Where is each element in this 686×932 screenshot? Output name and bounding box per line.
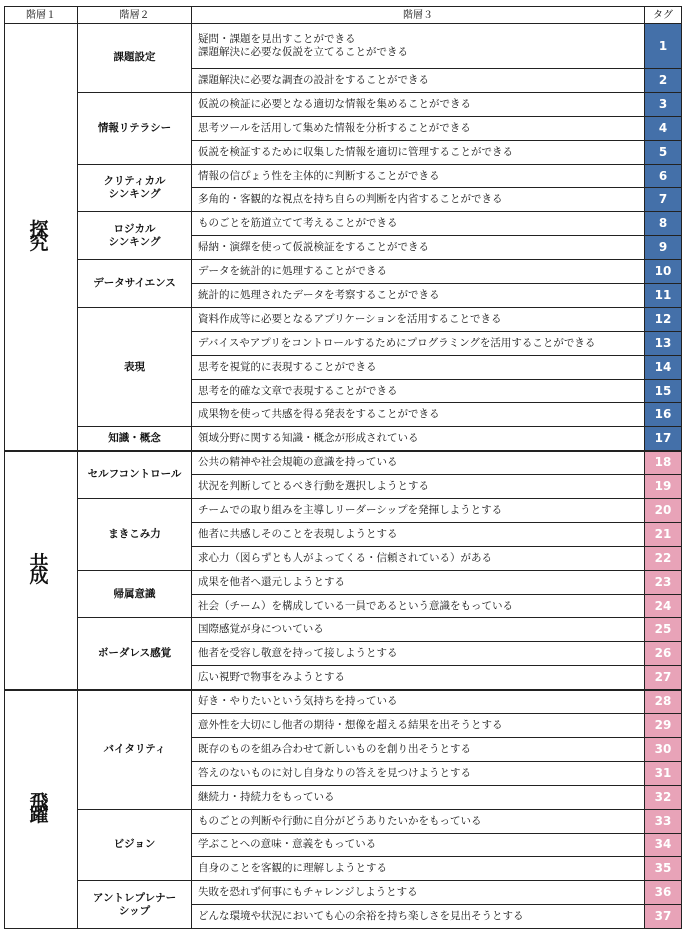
tag-number: 14 — [645, 355, 682, 379]
level3-item: 成果を他者へ還元しようとする — [192, 570, 645, 594]
table-row — [5, 451, 682, 475]
level3-item: 既存のものを組み合わせて新しいものを創り出そうとする — [192, 737, 645, 761]
tag-number: 17 — [645, 427, 682, 451]
header-row — [5, 7, 682, 24]
level1-category: 探 究 — [5, 24, 78, 451]
level3-item: 仮説を検証するために収集した情報を適切に管理することができる — [192, 140, 645, 164]
level3-item: 他者を受容し敬意を持って接しようとする — [192, 642, 645, 666]
tag-number: 24 — [645, 594, 682, 618]
table-row — [5, 690, 682, 714]
table-row — [5, 881, 682, 905]
tag-number: 30 — [645, 737, 682, 761]
level3-item: 求心力（図らずとも人がよってくる・信頼されている）がある — [192, 546, 645, 570]
level3-item: 思考を視覚的に表現することができる — [192, 355, 645, 379]
table-body — [5, 24, 682, 929]
level1-category: 共 成 — [5, 451, 78, 690]
level3-item: 他者に共感しそのことを表現しようとする — [192, 522, 645, 546]
tag-number: 23 — [645, 570, 682, 594]
level3-item: 失敗を恐れず何事にもチャレンジしようとする — [192, 881, 645, 905]
tag-number: 36 — [645, 881, 682, 905]
level1-category: 飛 躍 — [5, 690, 78, 929]
level3-item: データを統計的に処理することができる — [192, 260, 645, 284]
table-row — [5, 809, 682, 833]
table-row — [5, 427, 682, 451]
level3-item: 意外性を大切にし他者の期待・想像を超える結果を出そうとする — [192, 714, 645, 738]
level2-category: セルフコントロール — [78, 451, 192, 499]
level3-item: 多角的・客観的な視点を持ち自らの判断を内省することができる — [192, 188, 645, 212]
tag-number: 12 — [645, 307, 682, 331]
table-row — [5, 212, 682, 236]
tag-number: 10 — [645, 260, 682, 284]
tag-number: 8 — [645, 212, 682, 236]
tag-number: 27 — [645, 666, 682, 690]
tag-number: 3 — [645, 92, 682, 116]
tag-number: 2 — [645, 69, 682, 93]
table-row — [5, 260, 682, 284]
tag-number: 34 — [645, 833, 682, 857]
tag-number: 25 — [645, 618, 682, 642]
level3-item: 社会（チーム）を構成している一員であるという意識をもっている — [192, 594, 645, 618]
level3-item: ものごとを筋道立てて考えることができる — [192, 212, 645, 236]
level3-item: 思考を的確な文章で表現することができる — [192, 379, 645, 403]
level3-item: 資料作成等に必要となるアプリケーションを活用することできる — [192, 307, 645, 331]
tag-number: 22 — [645, 546, 682, 570]
tag-number: 15 — [645, 379, 682, 403]
level3-item: 広い視野で物事をみようとする — [192, 666, 645, 690]
level2-category: 帰属意識 — [78, 570, 192, 618]
tag-number: 37 — [645, 905, 682, 929]
tag-number: 1 — [645, 24, 682, 69]
level3-item: 好き・やりたいという気持ちを持っている — [192, 690, 645, 714]
level2-category: 表現 — [78, 307, 192, 426]
tag-number: 6 — [645, 164, 682, 188]
table-row — [5, 307, 682, 331]
header-level2: 階層２ — [78, 7, 192, 24]
competency-table-sheet — [4, 6, 682, 929]
level3-item: 疑問・課題を見出すことができる 課題解決に必要な仮説を立てることができる — [192, 24, 645, 69]
tag-number: 9 — [645, 236, 682, 260]
tag-number: 4 — [645, 116, 682, 140]
level3-item: 領域分野に関する知識・概念が形成されている — [192, 427, 645, 451]
tag-number: 19 — [645, 475, 682, 499]
level2-category: 知識・概念 — [78, 427, 192, 451]
competency-table — [4, 6, 682, 929]
level3-item: 状況を判断してとるべき行動を選択しようとする — [192, 475, 645, 499]
table-row — [5, 570, 682, 594]
tag-number: 5 — [645, 140, 682, 164]
level2-category: バイタリティ — [78, 690, 192, 809]
level2-category: 課題設定 — [78, 24, 192, 93]
table-row — [5, 24, 682, 69]
level2-category: クリティカル シンキング — [78, 164, 192, 212]
level3-item: 統計的に処理されたデータを考察することができる — [192, 284, 645, 308]
tag-number: 26 — [645, 642, 682, 666]
table-row — [5, 499, 682, 523]
tag-number: 18 — [645, 451, 682, 475]
tag-number: 33 — [645, 809, 682, 833]
tag-number: 31 — [645, 761, 682, 785]
level3-item: 仮説の検証に必要となる適切な情報を集めることができる — [192, 92, 645, 116]
level3-item: 公共の精神や社会規範の意識を持っている — [192, 451, 645, 475]
header-tag: タグ — [645, 7, 682, 24]
tag-number: 13 — [645, 331, 682, 355]
level2-category: ビジョン — [78, 809, 192, 881]
level3-item: 成果物を使って共感を得る発表をすることができる — [192, 403, 645, 427]
header-level3: 階層３ — [192, 7, 645, 24]
level2-category: まきこみ力 — [78, 499, 192, 571]
tag-number: 7 — [645, 188, 682, 212]
level2-category: データサイエンス — [78, 260, 192, 308]
level3-item: デバイスやアプリをコントロールするためにプログラミングを活用することができる — [192, 331, 645, 355]
level3-item: 答えのないものに対し自身なりの答えを見つけようとする — [192, 761, 645, 785]
table-row — [5, 92, 682, 116]
level3-item: 情報の信ぴょう性を主体的に判断することができる — [192, 164, 645, 188]
level2-category: ボーダレス感覚 — [78, 618, 192, 690]
tag-number: 11 — [645, 284, 682, 308]
tag-number: 28 — [645, 690, 682, 714]
level2-category: アントレプレナー シップ — [78, 881, 192, 929]
tag-number: 20 — [645, 499, 682, 523]
level3-item: 学ぶことへの意味・意義をもっている — [192, 833, 645, 857]
table-row — [5, 618, 682, 642]
level3-item: 自身のことを客観的に理解しようとする — [192, 857, 645, 881]
level3-item: 国際感覚が身についている — [192, 618, 645, 642]
level3-item: チームでの取り組みを主導しリーダーシップを発揮しようとする — [192, 499, 645, 523]
level3-item: 帰納・演繹を使って仮説検証をすることができる — [192, 236, 645, 260]
level2-category: ロジカル シンキング — [78, 212, 192, 260]
tag-number: 29 — [645, 714, 682, 738]
table-row — [5, 164, 682, 188]
level3-item: 思考ツールを活用して集めた情報を分析することができる — [192, 116, 645, 140]
header-level1: 階層１ — [5, 7, 78, 24]
tag-number: 21 — [645, 522, 682, 546]
tag-number: 32 — [645, 785, 682, 809]
tag-number: 16 — [645, 403, 682, 427]
level3-item: ものごとの判断や行動に自分がどうありたいかをもっている — [192, 809, 645, 833]
level3-item: どんな環境や状況においても心の余裕を持ち楽しさを見出そうとする — [192, 905, 645, 929]
level2-category: 情報リテラシー — [78, 92, 192, 164]
tag-number: 35 — [645, 857, 682, 881]
level3-item: 継続力・持続力をもっている — [192, 785, 645, 809]
level3-item: 課題解決に必要な調査の設計をすることができる — [192, 69, 645, 93]
